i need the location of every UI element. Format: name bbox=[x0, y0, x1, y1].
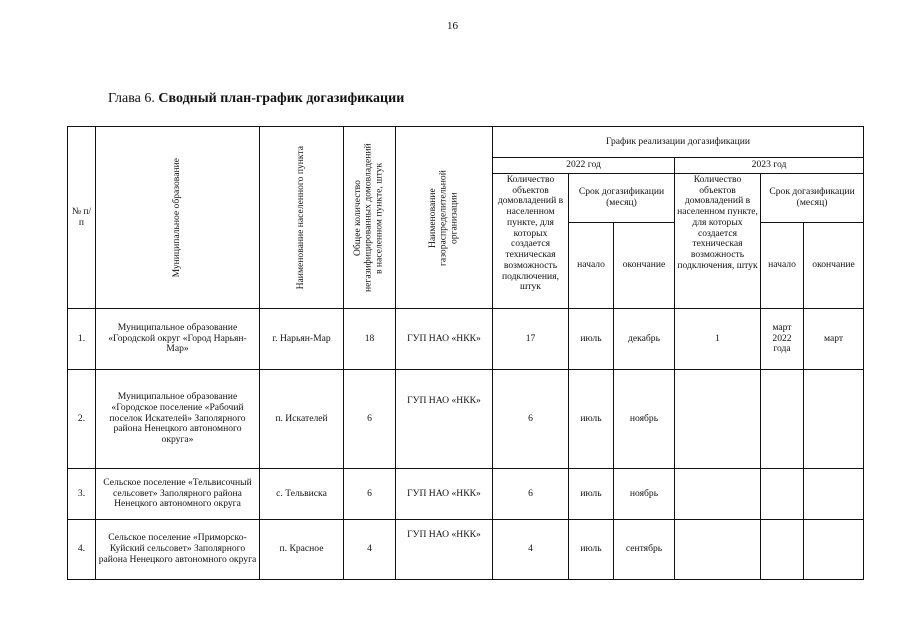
header-settlement bbox=[260, 127, 344, 309]
row-org: ГУП НАО «НКК» bbox=[396, 469, 493, 520]
row-num: 2. bbox=[68, 370, 96, 469]
header-period-2022: Срок догазификации (месяц) bbox=[569, 174, 675, 223]
row-start-2023: март 2022 года bbox=[761, 309, 804, 370]
row-end-2023 bbox=[804, 370, 864, 469]
row-settlement: г. Нарьян-Мар bbox=[260, 309, 344, 370]
header-year-2022: 2022 год bbox=[493, 158, 675, 174]
row-total: 6 bbox=[344, 370, 396, 469]
header-total bbox=[344, 127, 396, 309]
header-org bbox=[396, 127, 493, 309]
row-org: ГУП НАО «НКК» bbox=[396, 520, 493, 580]
row-total: 6 bbox=[344, 469, 396, 520]
row-count-2023 bbox=[675, 520, 761, 580]
row-municipality: Муниципальное образование «Городское поселение «Рабочий поселок Искателей» Заполярного района Ненецкого автономного округа» bbox=[96, 370, 260, 469]
row-end-2022: ноябрь bbox=[614, 469, 675, 520]
header-period-2023: Срок догазификации (месяц) bbox=[761, 174, 864, 223]
header-end-2022: окончание bbox=[614, 223, 675, 309]
row-count-2022: 6 bbox=[493, 469, 569, 520]
header-num: № п/п bbox=[68, 127, 96, 309]
header-org-text: Наименование газораспределительной организации bbox=[426, 169, 460, 266]
row-total: 18 bbox=[344, 309, 396, 370]
chapter-name: Сводный план-график догазификации bbox=[158, 91, 405, 106]
header-settlement-text: Наименование населенного пункта bbox=[295, 145, 307, 290]
row-start-2022: июль bbox=[569, 309, 614, 370]
header-start-2022: начало bbox=[569, 223, 614, 309]
row-count-2023: 1 bbox=[675, 309, 761, 370]
row-start-2023 bbox=[761, 370, 804, 469]
table-row bbox=[68, 309, 864, 370]
chapter-prefix: Глава 6. bbox=[108, 91, 155, 106]
row-count-2022: 17 bbox=[493, 309, 569, 370]
row-end-2023 bbox=[804, 520, 864, 580]
header-end-2023: окончание bbox=[804, 223, 864, 309]
header-total-text: Общее количество негазифицированных домовладений в населенном пункте, штук bbox=[352, 143, 385, 292]
row-total: 4 bbox=[344, 520, 396, 580]
header-municipality bbox=[96, 127, 260, 309]
header-start-2023: начало bbox=[761, 223, 804, 309]
table-row bbox=[68, 520, 864, 580]
row-count-2023 bbox=[675, 370, 761, 469]
page-number: 16 bbox=[447, 20, 458, 32]
row-municipality: Сельское поселение «Приморско-Куйский сельсовет» Заполярного района Ненецкого автономного округа bbox=[96, 520, 260, 580]
row-start-2023 bbox=[761, 520, 804, 580]
header-count-2022: Количество объектов домовладений в населенном пункте, для которых создается техническая возможность подключения, штук bbox=[493, 174, 569, 309]
gasification-plan-table bbox=[67, 126, 864, 580]
row-settlement: п. Искателей bbox=[260, 370, 344, 469]
row-end-2022: декабрь bbox=[614, 309, 675, 370]
row-count-2023 bbox=[675, 469, 761, 520]
row-end-2022: сентябрь bbox=[614, 520, 675, 580]
table-row bbox=[68, 370, 864, 469]
row-end-2022: ноябрь bbox=[614, 370, 675, 469]
row-num: 1. bbox=[68, 309, 96, 370]
table-row bbox=[68, 469, 864, 520]
row-end-2023: март bbox=[804, 309, 864, 370]
row-end-2023 bbox=[804, 469, 864, 520]
row-num: 3. bbox=[68, 469, 96, 520]
header-municipality-text: Муниципальное образование bbox=[171, 157, 183, 278]
row-start-2022: июль bbox=[569, 469, 614, 520]
row-municipality: Муниципальное образование «Городской округ «Город Нарьян-Мар» bbox=[96, 309, 260, 370]
row-settlement: с. Тельвиска bbox=[260, 469, 344, 520]
header-schedule: График реализации догазификации bbox=[493, 127, 864, 158]
row-org: ГУП НАО «НКК» bbox=[396, 370, 493, 469]
header-count-2023: Количество объектов домовладений в населенном пункте, для которых создается техническая возможность подключения, штук bbox=[675, 174, 761, 309]
row-count-2022: 6 bbox=[493, 370, 569, 469]
row-count-2022: 4 bbox=[493, 520, 569, 580]
row-start-2022: июль bbox=[569, 370, 614, 469]
row-start-2023 bbox=[761, 469, 804, 520]
row-org: ГУП НАО «НКК» bbox=[396, 309, 493, 370]
header-row-1 bbox=[68, 127, 864, 158]
chapter-title bbox=[108, 91, 404, 107]
row-num: 4. bbox=[68, 520, 96, 580]
row-start-2022: июль bbox=[569, 520, 614, 580]
row-settlement: п. Красное bbox=[260, 520, 344, 580]
header-year-2023: 2023 год bbox=[675, 158, 864, 174]
row-municipality: Сельское поселение «Тельвисочный сельсовет» Заполярного района Ненецкого автономного округа bbox=[96, 469, 260, 520]
